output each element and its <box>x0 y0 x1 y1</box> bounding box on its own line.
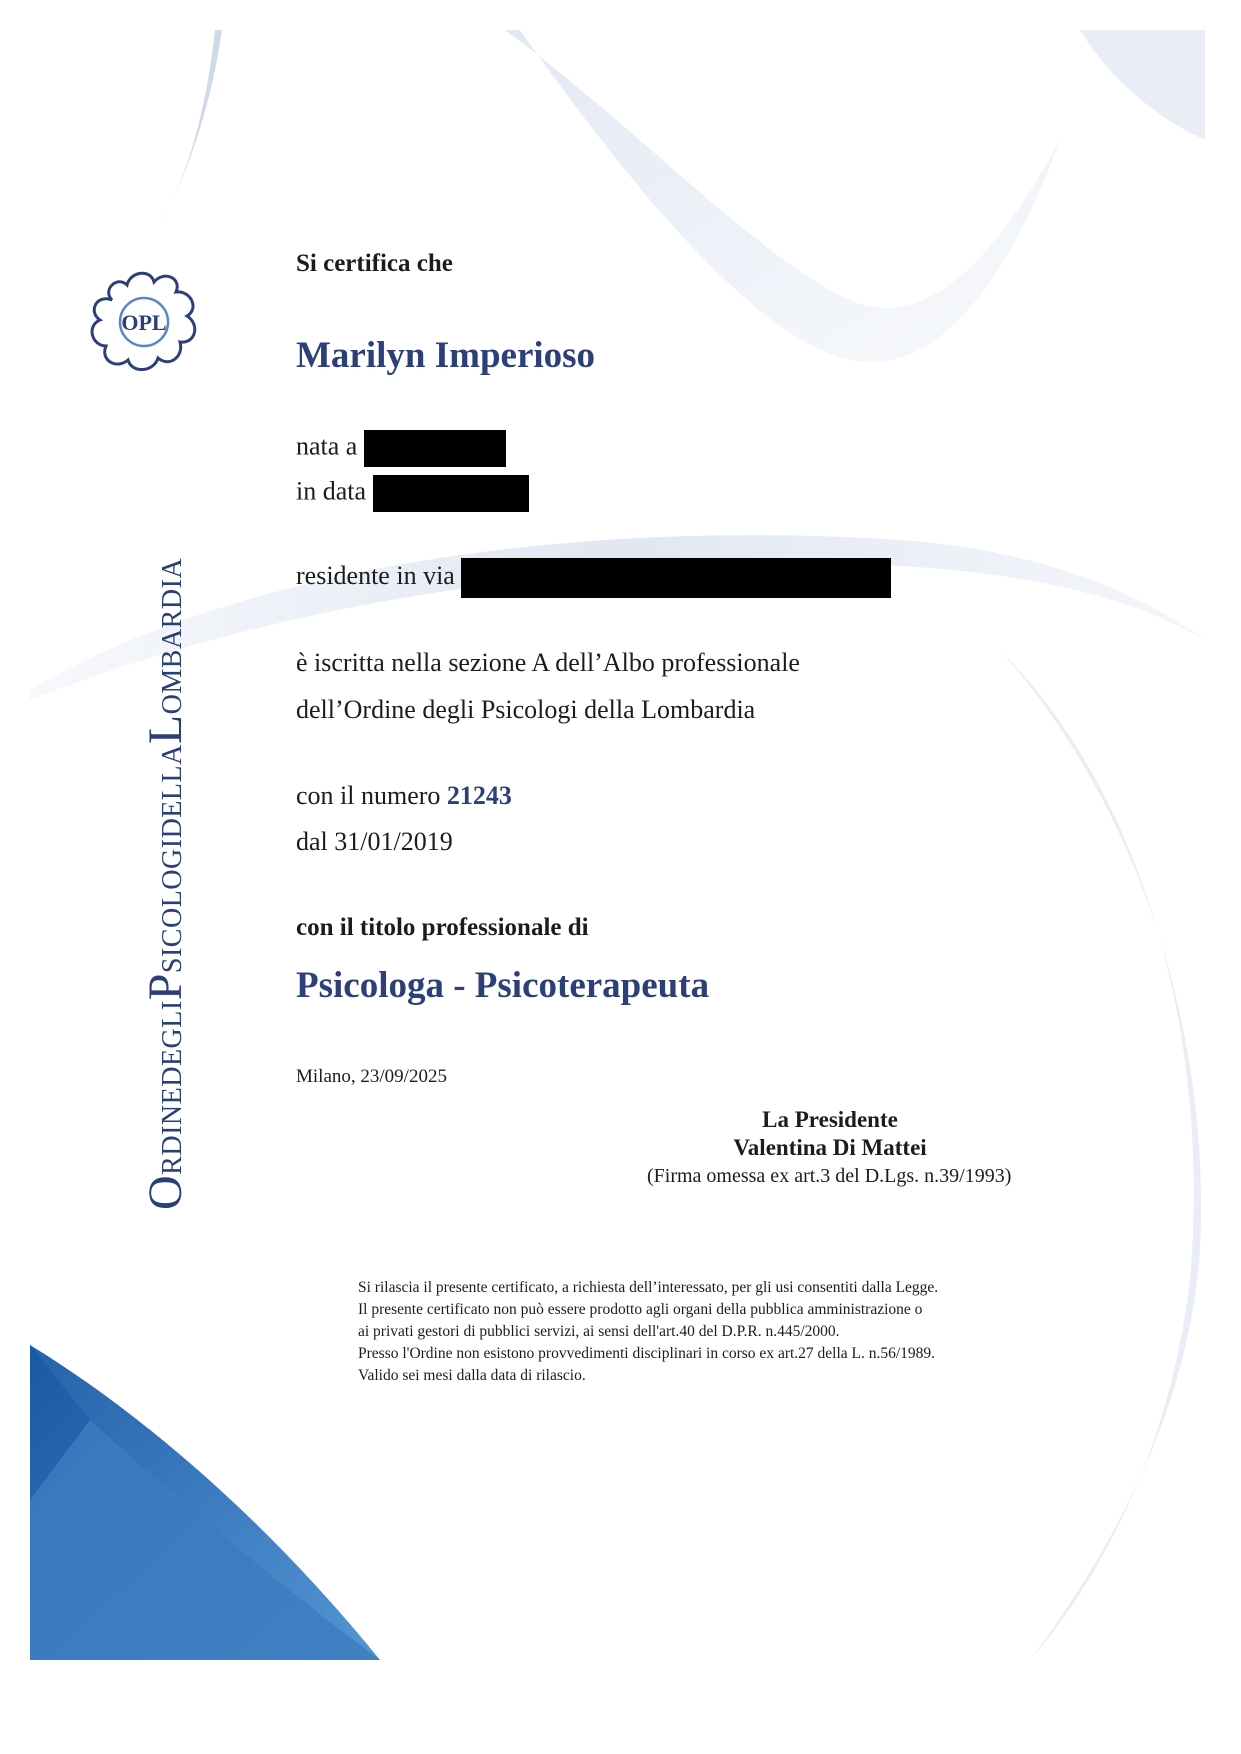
birth-place-label: nata a <box>296 431 358 461</box>
residence-label: residente in via <box>296 560 455 590</box>
birth-place-row <box>296 430 506 467</box>
organization-name-vertical <box>138 558 193 1210</box>
footer-note-line: Il presente certificato non può essere prodotto agli organi della pubblica amministrazione o <box>358 1301 923 1318</box>
footer-note-line: Si rilascia il presente certificato, a richiesta dell’interessato, per gli usi consentiti dalla Legge. <box>358 1279 939 1296</box>
signer-role: La Presidente <box>762 1107 898 1132</box>
footer-note-line: ai privati gestori di pubblici servizi, ai sensi dell'art.40 del D.P.R. n.445/2000. <box>358 1323 840 1340</box>
professional-title: Psicologa - Psicoterapeuta <box>296 965 710 1006</box>
redacted-address <box>461 558 891 598</box>
registration-since: dal 31/01/2019 <box>296 827 453 856</box>
organization-name-part: RDINE <box>157 1086 188 1175</box>
number-label: con il numero <box>296 781 441 810</box>
organization-name-part: OMBARDIA <box>157 557 188 715</box>
birth-date-row <box>296 475 529 512</box>
organization-name-part: DEGLI <box>157 1000 188 1087</box>
footer-note-line: Valido sei mesi dalla data di rilascio. <box>358 1367 586 1384</box>
redacted-birth-date <box>373 475 529 512</box>
registration-number: 21243 <box>446 781 512 810</box>
residence-row <box>296 558 891 598</box>
signature-block <box>640 1106 1020 1162</box>
logo-initials: OPL <box>121 310 167 335</box>
place-and-date: Milano, 23/09/2025 <box>296 1066 447 1087</box>
top-right-swoosh <box>505 30 1060 362</box>
title-intro: con il titolo professionale di <box>296 914 589 941</box>
signer-name: Valentina Di Mattei <box>733 1135 927 1160</box>
footer-notes <box>358 1277 938 1387</box>
registration-line-2: dell’Ordine degli Psicologi della Lombardia <box>296 695 756 724</box>
organization-name-part: SICOLOGI <box>157 838 188 974</box>
registration-line-1: è iscritta nella sezione A dell’Albo professionale <box>296 648 800 677</box>
right-circle-arc <box>1000 650 1201 1660</box>
organization-name-part: O <box>139 1174 192 1210</box>
right-edge-band <box>1080 30 1205 140</box>
organization-name-part: P <box>139 973 192 1001</box>
opl-logo <box>72 260 232 390</box>
certification-intro: Si certifica che <box>296 250 453 277</box>
redacted-birth-place <box>364 430 506 467</box>
birth-date-label: in data <box>296 476 367 506</box>
holder-name: Marilyn Imperioso <box>296 335 596 376</box>
organization-name-part: DELLA <box>157 744 188 839</box>
top-arc-swoosh <box>160 30 222 225</box>
corner-highlight <box>30 1420 380 1660</box>
organization-name-part: L <box>139 714 192 745</box>
registration-number-row <box>296 781 512 811</box>
footer-note-line: Presso l'Ordine non esistono provvedimenti disciplinari in corso ex art.27 della L. n.56/1989. <box>358 1345 936 1362</box>
signature-note: (Firma omessa ex art.3 del D.Lgs. n.39/1993) <box>647 1165 1012 1187</box>
